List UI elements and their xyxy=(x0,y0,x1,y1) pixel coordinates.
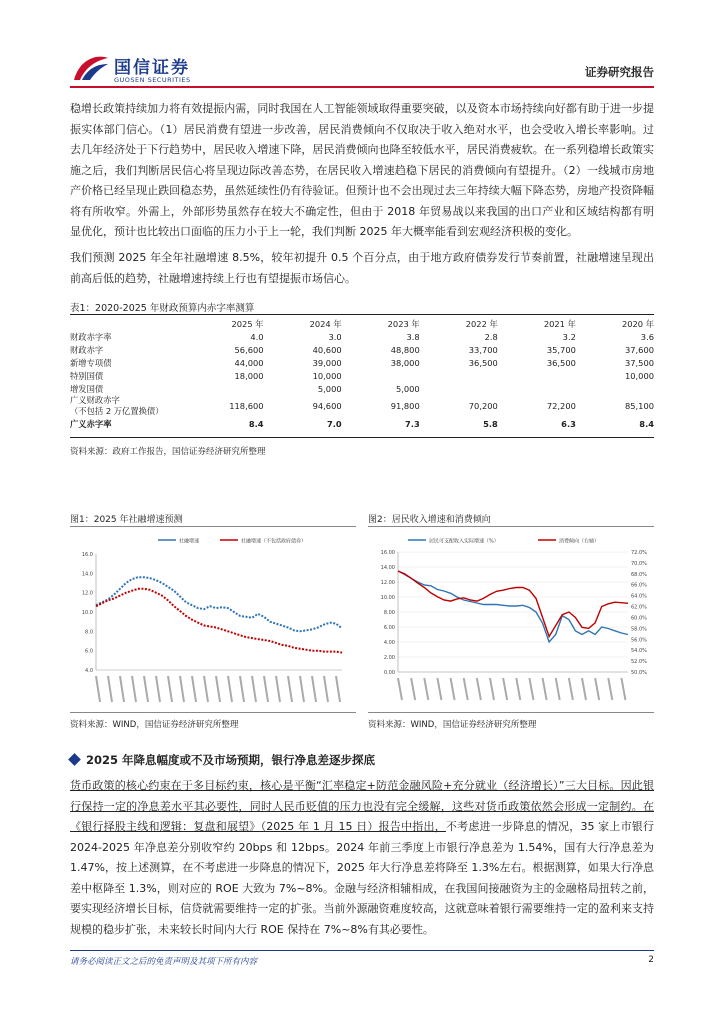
table-cell: 33,700 xyxy=(468,344,498,355)
x-tick-label xyxy=(490,678,494,700)
legend-label: 社融增速（不包括政府债券） xyxy=(241,538,307,545)
x-tick-label xyxy=(464,678,468,700)
y2-tick-label: 52.0% xyxy=(631,659,647,666)
table-cell: 5,000 xyxy=(317,383,342,394)
x-tick-label xyxy=(204,676,208,702)
x-tick-label xyxy=(240,676,244,702)
table-row-label: 特别国债 xyxy=(70,370,104,381)
paragraph-outlook: 稳增长政策持续加力将有效提振内需，同时我国在人工智能领域取得重要突破，以及资本市场持续向好都有助于进一步提振实体部门信心。（1）居民消费有望进一步改善，居民消费倾向不仅取决于收入绝对水平，也会受收入增长率影响。过去几年经济处于下行趋势中，居民收入增速下降，居民消费倾向也降至较低水平，居民消费疲软。在一系列稳增长政策实施之后，我们判断居民信心将呈现边际改善态势，在居民收入增速趋稳下居民的消费倾向有望提升。（2）一线城市房地产价格已经呈现止跌回稳态势，虽然延续性仍有待验证。但预计也不会出现过去三年持续大幅下降态势，房地产投资降幅将有所收窄。外需上，外部形势虽然存在较大不确定性，但由于 2018 年贸易战以来我国的出口产业和区域结构都有明显优化，预计也比较出口面临的压力小于上一轮，我们判断 2025 年大概率能看到宏观经济积极的变化。 xyxy=(70,102,654,238)
report-reference-link[interactable]: 在《银行择股主线和逻辑：复盘和展望》（2025 年 1 月 15 日）报告中指出， xyxy=(70,799,654,833)
section-heading: 2025 年降息幅度或不及市场预期，银行净息差逐步探底 xyxy=(86,753,376,767)
table-cell: 85,100 xyxy=(624,401,654,411)
table-row xyxy=(70,356,654,369)
x-tick-label xyxy=(168,676,172,702)
figure1-bottom-rule xyxy=(70,712,356,713)
table-header-cell xyxy=(70,317,180,330)
x-tick-label xyxy=(621,678,625,700)
x-tick-label xyxy=(582,678,586,700)
table-cell: 2.8 xyxy=(484,331,498,342)
table-cell: 7.3 xyxy=(405,418,420,429)
table-cell: 7.0 xyxy=(326,418,342,429)
y2-tick-label: 64.0% xyxy=(631,593,647,600)
x-tick-label xyxy=(288,676,292,702)
table-header-cell: 2022 年 xyxy=(465,318,498,329)
y-tick-label: 16.00 xyxy=(380,550,395,556)
series-line xyxy=(96,577,342,631)
header-divider xyxy=(70,86,654,88)
table-cell: 3.6 xyxy=(640,331,654,342)
table-title: 表1：2020-2025 年财政预算内赤字率测算 xyxy=(70,303,255,314)
x-tick-label xyxy=(529,678,533,700)
y2-tick-label: 62.0% xyxy=(631,604,647,611)
x-tick-label xyxy=(228,676,232,702)
table-cell xyxy=(420,369,498,382)
x-tick-label xyxy=(503,678,507,700)
logo-english-name: GUOSEN SECURITIES xyxy=(114,76,191,84)
logo-chinese-name: 国信证券 xyxy=(114,58,190,78)
figure2-source: 资料来源：WIND，国信证券经济研究所整理 xyxy=(368,720,537,730)
series-line xyxy=(398,571,628,636)
x-tick-label xyxy=(398,678,402,700)
y-tick-label: 12.00 xyxy=(380,580,395,586)
x-tick-label xyxy=(276,676,280,702)
underlined-text: 货币政策的核心约束在于多目标约束，核心是平衡“汇率稳定+防范金融风险+充分就业（经济增长）”三大目标。因此银行保持一定的净息差水平其必要性，同时人民币贬值的压力也没有完全缓解，这些对货币政策依然会形成一定制约。 xyxy=(70,779,654,813)
table-cell: 8.4 xyxy=(248,418,264,429)
series-line xyxy=(96,589,342,653)
table-cell: 91,800 xyxy=(390,401,420,411)
table-cell: 3.2 xyxy=(562,331,576,342)
table-cell: 48,800 xyxy=(390,344,420,355)
x-tick-label xyxy=(556,678,560,700)
table-cell: 6.3 xyxy=(561,418,576,429)
table-cell: 40,600 xyxy=(312,344,342,355)
y2-tick-label: 68.0% xyxy=(631,571,647,578)
series-line xyxy=(398,571,628,642)
table-cell: 36,500 xyxy=(546,357,576,368)
table-header-cell: 2021 年 xyxy=(543,318,576,329)
y2-tick-label: 50.0% xyxy=(631,670,647,676)
table-row xyxy=(70,417,654,430)
figure1-top-rule xyxy=(70,526,356,527)
x-tick-label xyxy=(411,678,415,700)
y2-tick-label: 66.0% xyxy=(631,582,647,589)
x-tick-label xyxy=(252,676,256,702)
legend-label: 消费倾向（右轴） xyxy=(559,538,600,545)
table-row-label: 广义赤字率 xyxy=(70,418,112,429)
table-row xyxy=(70,330,654,343)
x-tick-label xyxy=(120,676,124,702)
table-cell: 35,700 xyxy=(546,344,576,355)
table-cell: 94,600 xyxy=(312,401,342,411)
x-tick-label xyxy=(312,676,316,702)
table-row xyxy=(70,369,654,382)
x-tick-label xyxy=(144,676,148,702)
table-header-cell: 2020 年 xyxy=(621,318,654,329)
x-tick-label xyxy=(300,676,304,702)
table-row-label: 财政赤字 xyxy=(70,344,104,355)
section-diamond-icon xyxy=(68,753,81,766)
table-row-label: 增发国债 xyxy=(70,383,104,394)
x-tick-label xyxy=(96,676,100,702)
table-cell xyxy=(180,382,264,395)
paragraph-tsf-forecast: 我们预测 2025 年全年社融增速 8.5%，较年初提升 0.5 个百分点，由于地方政府债券发行节奏前置，社融增速呈现出前高后低的趋势，社融增速持续上行也有望提振市场信心。 xyxy=(70,251,654,285)
x-tick-label xyxy=(156,676,160,702)
y-tick-label: 14.0 xyxy=(81,571,93,578)
paragraph-monetary-policy xyxy=(70,776,654,940)
y-tick-label: 10.0 xyxy=(81,610,93,616)
x-tick-label xyxy=(424,678,428,700)
x-tick-label xyxy=(608,678,612,700)
table-cell: 8.4 xyxy=(639,418,654,429)
x-tick-label xyxy=(108,676,112,702)
table-row-label: 财政赤字率 xyxy=(70,331,112,342)
table-header-row xyxy=(70,317,654,330)
table-cell: 44,000 xyxy=(234,357,264,368)
figure1-chart xyxy=(70,530,356,710)
x-tick-label xyxy=(543,678,547,700)
table-row-label: 新增专项债 xyxy=(70,357,112,368)
y-tick-label: 4.0 xyxy=(85,668,93,674)
table-row xyxy=(70,395,654,417)
y-tick-label: 6.00 xyxy=(383,625,395,631)
y-tick-label: 8.00 xyxy=(383,610,395,616)
table-cell: 5,000 xyxy=(395,383,420,394)
footer-disclaimer: 请务必阅读正文之后的免责声明及其项下所有内容 xyxy=(70,957,258,967)
figure2-title: 图2：居民收入增速和消费倾向 xyxy=(368,515,491,525)
table-cell xyxy=(420,382,498,395)
table-row xyxy=(70,343,654,356)
figure1-title: 图1：2025 年社融增速预测 xyxy=(70,515,183,525)
table-cell: 38,000 xyxy=(390,357,420,368)
table-cell: 5.8 xyxy=(483,418,498,429)
y2-tick-label: 56.0% xyxy=(631,637,647,644)
x-tick-label xyxy=(595,678,599,700)
y-tick-label: 14.00 xyxy=(380,565,395,571)
table-cell: 4.0 xyxy=(250,331,264,342)
x-tick-label xyxy=(516,678,520,700)
table-cell: 3.0 xyxy=(328,331,342,342)
table-source: 资料来源：政府工作报告，国信证券经济研究所整理 xyxy=(70,447,266,457)
table-cell: 56,600 xyxy=(234,344,264,355)
table-cell: 10,000 xyxy=(624,370,654,381)
figure2-chart xyxy=(368,530,654,710)
x-tick-label xyxy=(192,676,196,702)
table-header-cell: 2025 年 xyxy=(231,318,264,329)
table-cell: 36,500 xyxy=(468,357,498,368)
x-tick-label xyxy=(451,678,455,700)
table-row-label: 广义财政赤字 （不包括 2 万亿置换债） xyxy=(70,395,164,416)
table-cell xyxy=(576,382,654,395)
y-tick-label: 8.0 xyxy=(85,629,93,636)
y2-tick-label: 54.0% xyxy=(631,648,647,655)
y2-tick-label: 58.0% xyxy=(631,626,647,633)
paragraph-body: 不考虑进一步降息的情况，35 家上市银行 2024-2025 年净息差分别收窄约 20bps 和 12bps。2024 年前三季度上市银行净息差为 1.54%，国有大行净息差为 1.47%，按上述测算，在不考虑进一步降息的情况下，2025 年大行净息差将降至 1.3%左右。根据测算，如果大行净息差中枢降至 1.3%，则对应的 ROE 大致为 7%~8%。金融与经济相辅相成，在我国间接融资为主的金融格局扭转之前，要实现经济增长目标，信贷就需要维持一定的扩张。当前外源融资难度较高，这就意味着银行需要维持一定的盈利来支持规模的稳步扩张，未来较长时间内大行 ROE 保持在 7%~8%有其必要性。 xyxy=(70,820,654,936)
y-tick-label: 2.00 xyxy=(383,655,395,661)
table-cell xyxy=(498,382,576,395)
y-tick-label: 0.00 xyxy=(383,670,395,676)
table-bottom-rule xyxy=(70,437,654,438)
x-tick-label xyxy=(264,676,268,702)
table-header-cell: 2023 年 xyxy=(387,318,420,329)
table-row xyxy=(70,382,654,395)
table-cell: 10,000 xyxy=(312,370,342,381)
figure2-top-rule xyxy=(368,526,654,527)
table-cell: 18,000 xyxy=(234,370,264,381)
guosen-logo-icon xyxy=(72,52,110,84)
table-cell: 37,600 xyxy=(624,344,654,355)
y2-tick-label: 60.0% xyxy=(631,615,647,622)
footer-divider xyxy=(70,950,654,951)
table-cell xyxy=(498,369,576,382)
y-tick-label: 4.00 xyxy=(383,640,395,646)
legend-label: 社融增速 xyxy=(179,538,200,545)
table-cell: 3.8 xyxy=(406,331,420,342)
y2-tick-label: 72.0% xyxy=(631,550,647,556)
y-tick-label: 16.0 xyxy=(81,552,93,558)
y-tick-label: 6.0 xyxy=(85,648,93,655)
x-tick-label xyxy=(437,678,441,700)
x-tick-label xyxy=(132,676,136,702)
table-cell: 72,200 xyxy=(546,401,576,411)
y-tick-label: 12.0 xyxy=(81,590,93,597)
report-type-label: 证券研究报告 xyxy=(585,65,654,79)
table-cell: 70,200 xyxy=(468,401,498,411)
x-tick-label xyxy=(569,678,573,700)
figure2-bottom-rule xyxy=(368,712,654,713)
x-tick-label xyxy=(180,676,184,702)
x-tick-label xyxy=(324,676,328,702)
figure1-source: 资料来源：WIND，国信证券经济研究所整理 xyxy=(70,720,239,730)
table-top-rule xyxy=(70,314,654,315)
page-number: 2 xyxy=(648,955,654,965)
legend-label: 居民可支配收入实际增速（%） xyxy=(429,538,499,545)
y-tick-label: 10.00 xyxy=(380,595,395,601)
table-cell xyxy=(342,369,420,382)
y2-tick-label: 70.0% xyxy=(631,560,647,567)
x-tick-label xyxy=(336,676,340,702)
table-cell: 37,500 xyxy=(624,357,654,368)
table-cell: 118,600 xyxy=(229,401,264,411)
x-tick-label xyxy=(477,678,481,700)
table-cell: 39,000 xyxy=(312,357,342,368)
x-tick-label xyxy=(216,676,220,702)
deficit-table xyxy=(70,317,654,430)
table-header-cell: 2024 年 xyxy=(309,318,342,329)
